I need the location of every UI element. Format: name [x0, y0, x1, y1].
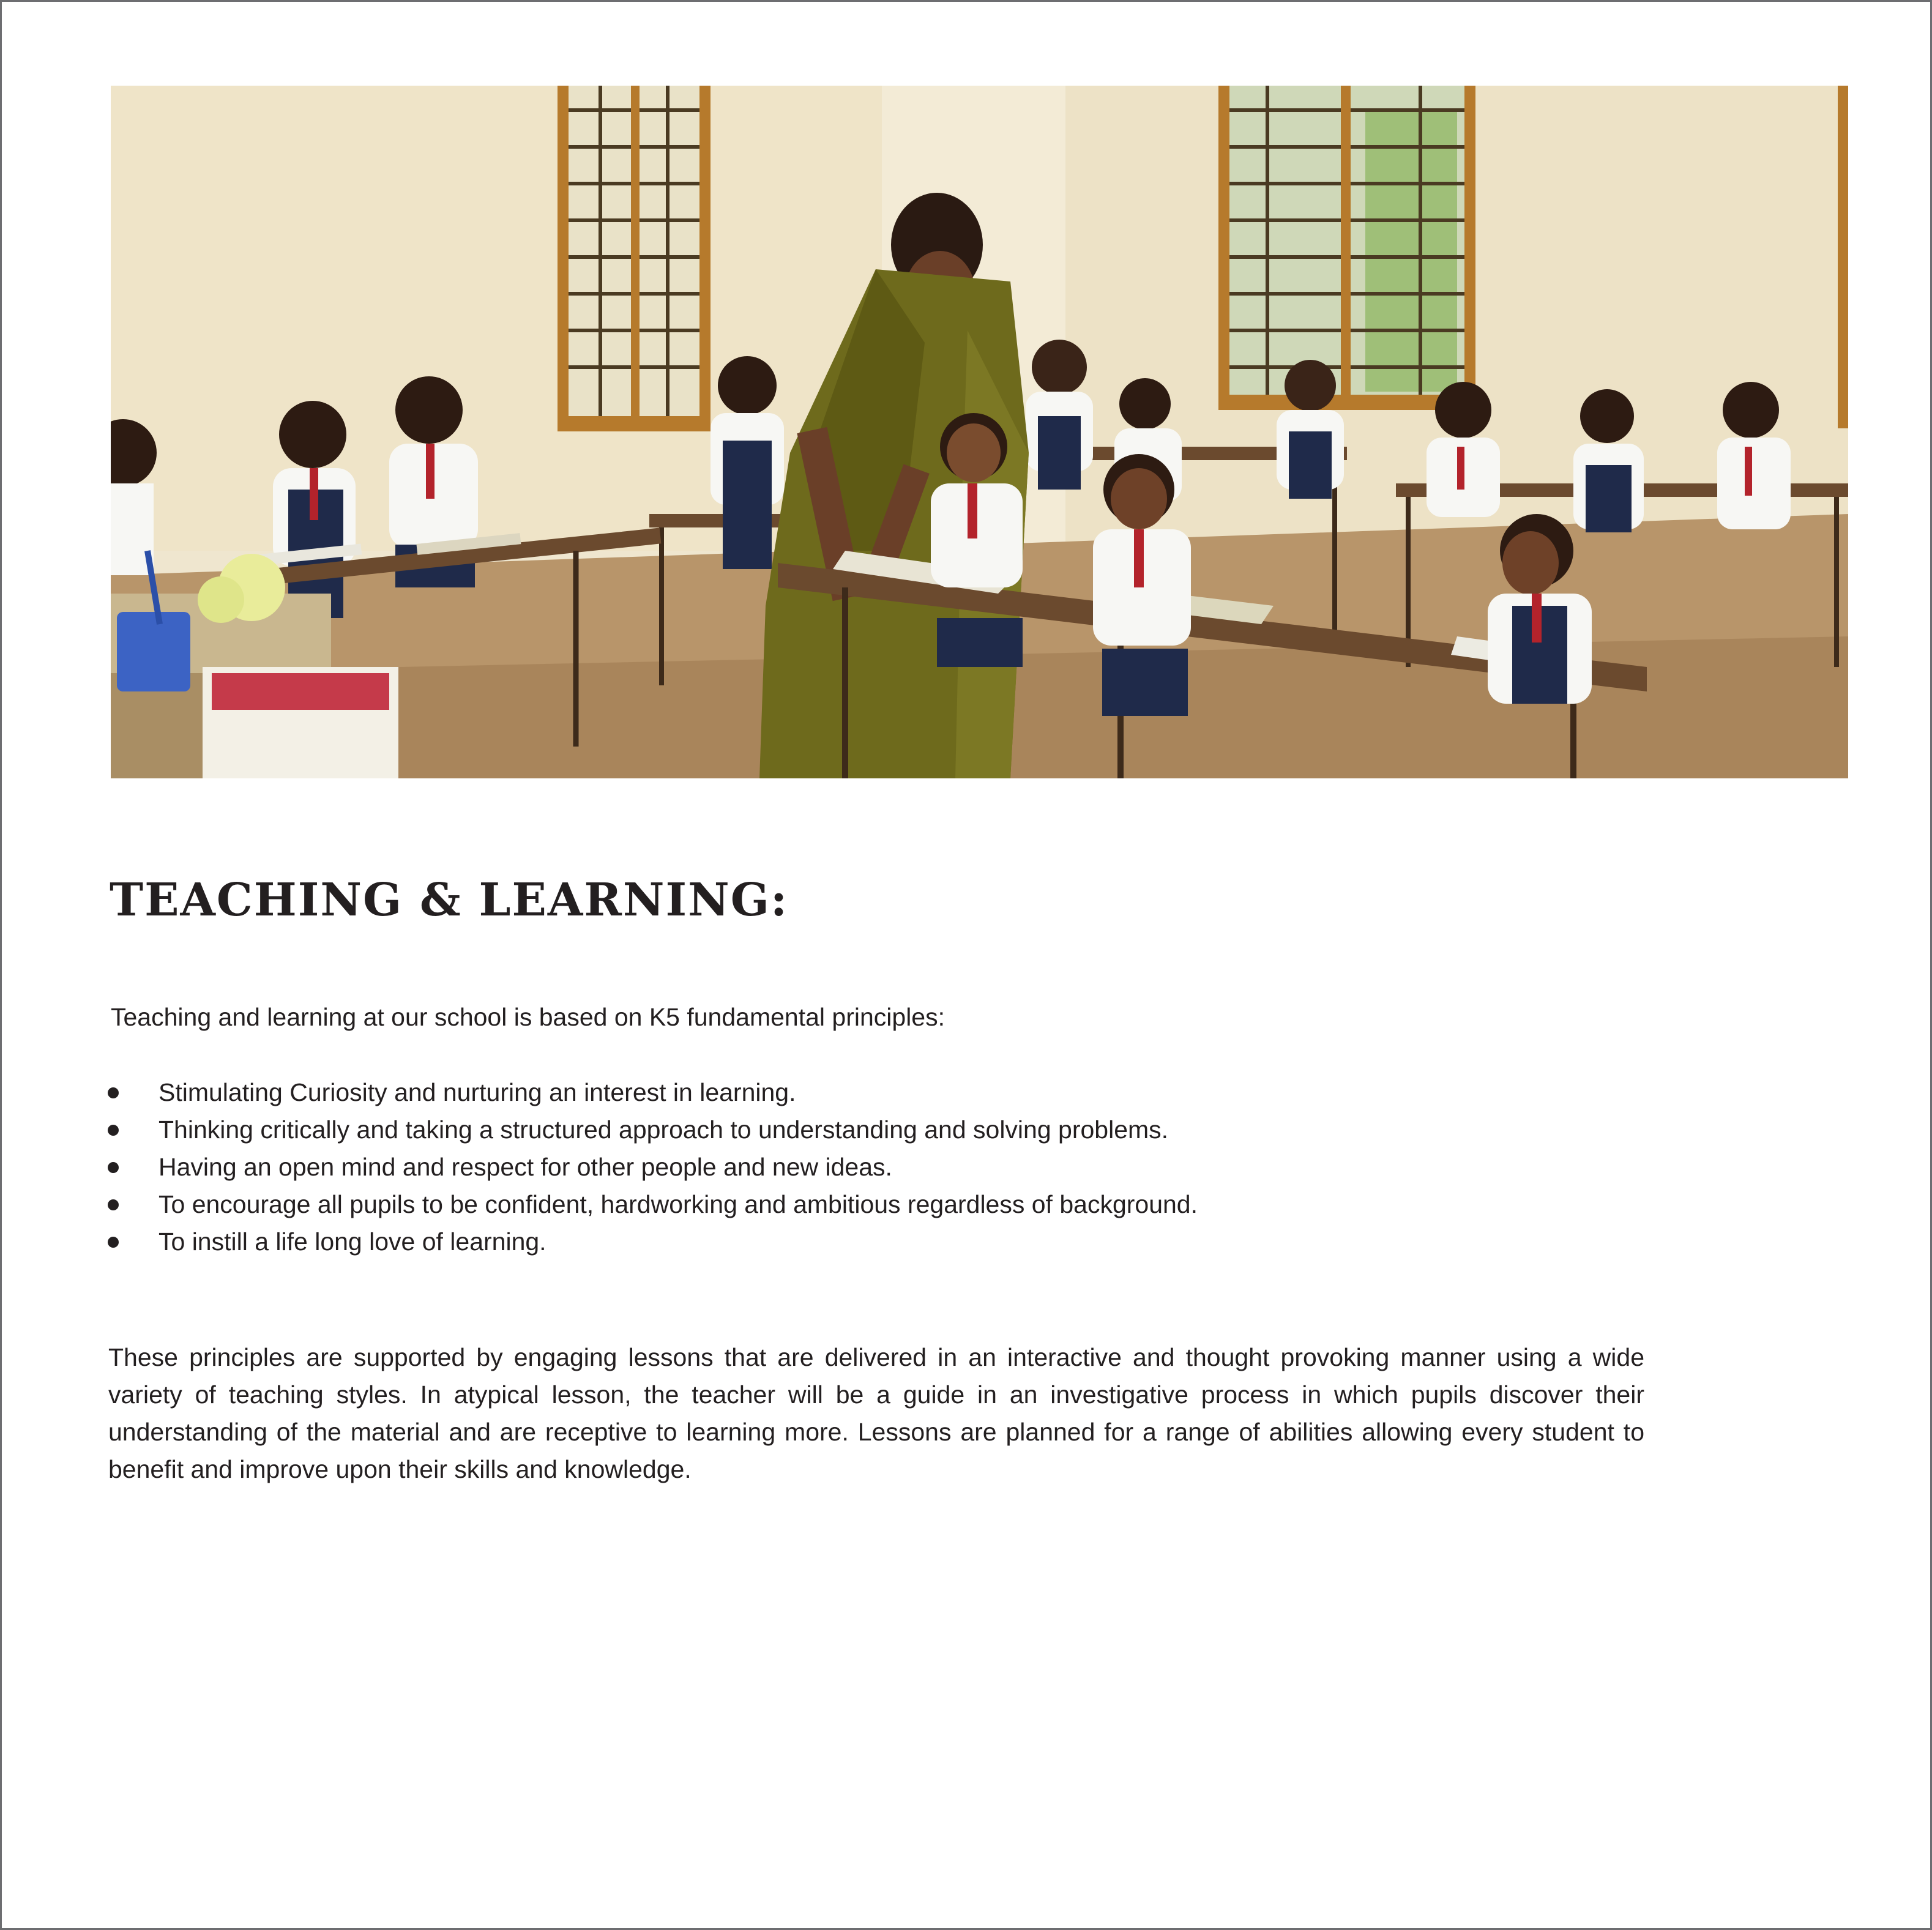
bullet-icon	[108, 1087, 119, 1098]
intro-text: Teaching and learning at our school is based on K5 fundamental principles:	[111, 1003, 945, 1031]
bullet-icon	[108, 1199, 119, 1210]
bullet-icon	[108, 1125, 119, 1136]
principle-text: To instill a life long love of learning.	[159, 1228, 546, 1256]
bullet-icon	[108, 1237, 119, 1248]
support-paragraph: These principles are supported by engaging lessons that are delivered in an interactive and thought provoking manner using a wide variety of teaching styles. In atypical lesson, the teacher will be a guide in an investigative process in which pupils discover their understanding of the material and are receptive to learning more. Lessons are planned for a range of abilities allowing every student to benefit and improve upon their skills and knowledge.	[108, 1343, 1644, 1483]
classroom-photo	[111, 86, 1848, 778]
bullet-icon	[108, 1162, 119, 1173]
principle-text: Thinking critically and taking a structured approach to understanding and solving problems.	[159, 1116, 1169, 1144]
principle-text: Having an open mind and respect for other people and new ideas.	[159, 1153, 892, 1181]
principle-text: To encourage all pupils to be confident, hardworking and ambitious regardless of background.	[159, 1190, 1198, 1218]
principle-text: Stimulating Curiosity and nurturing an interest in learning.	[159, 1078, 796, 1106]
page-title: TEACHING & LEARNING:	[110, 874, 789, 926]
